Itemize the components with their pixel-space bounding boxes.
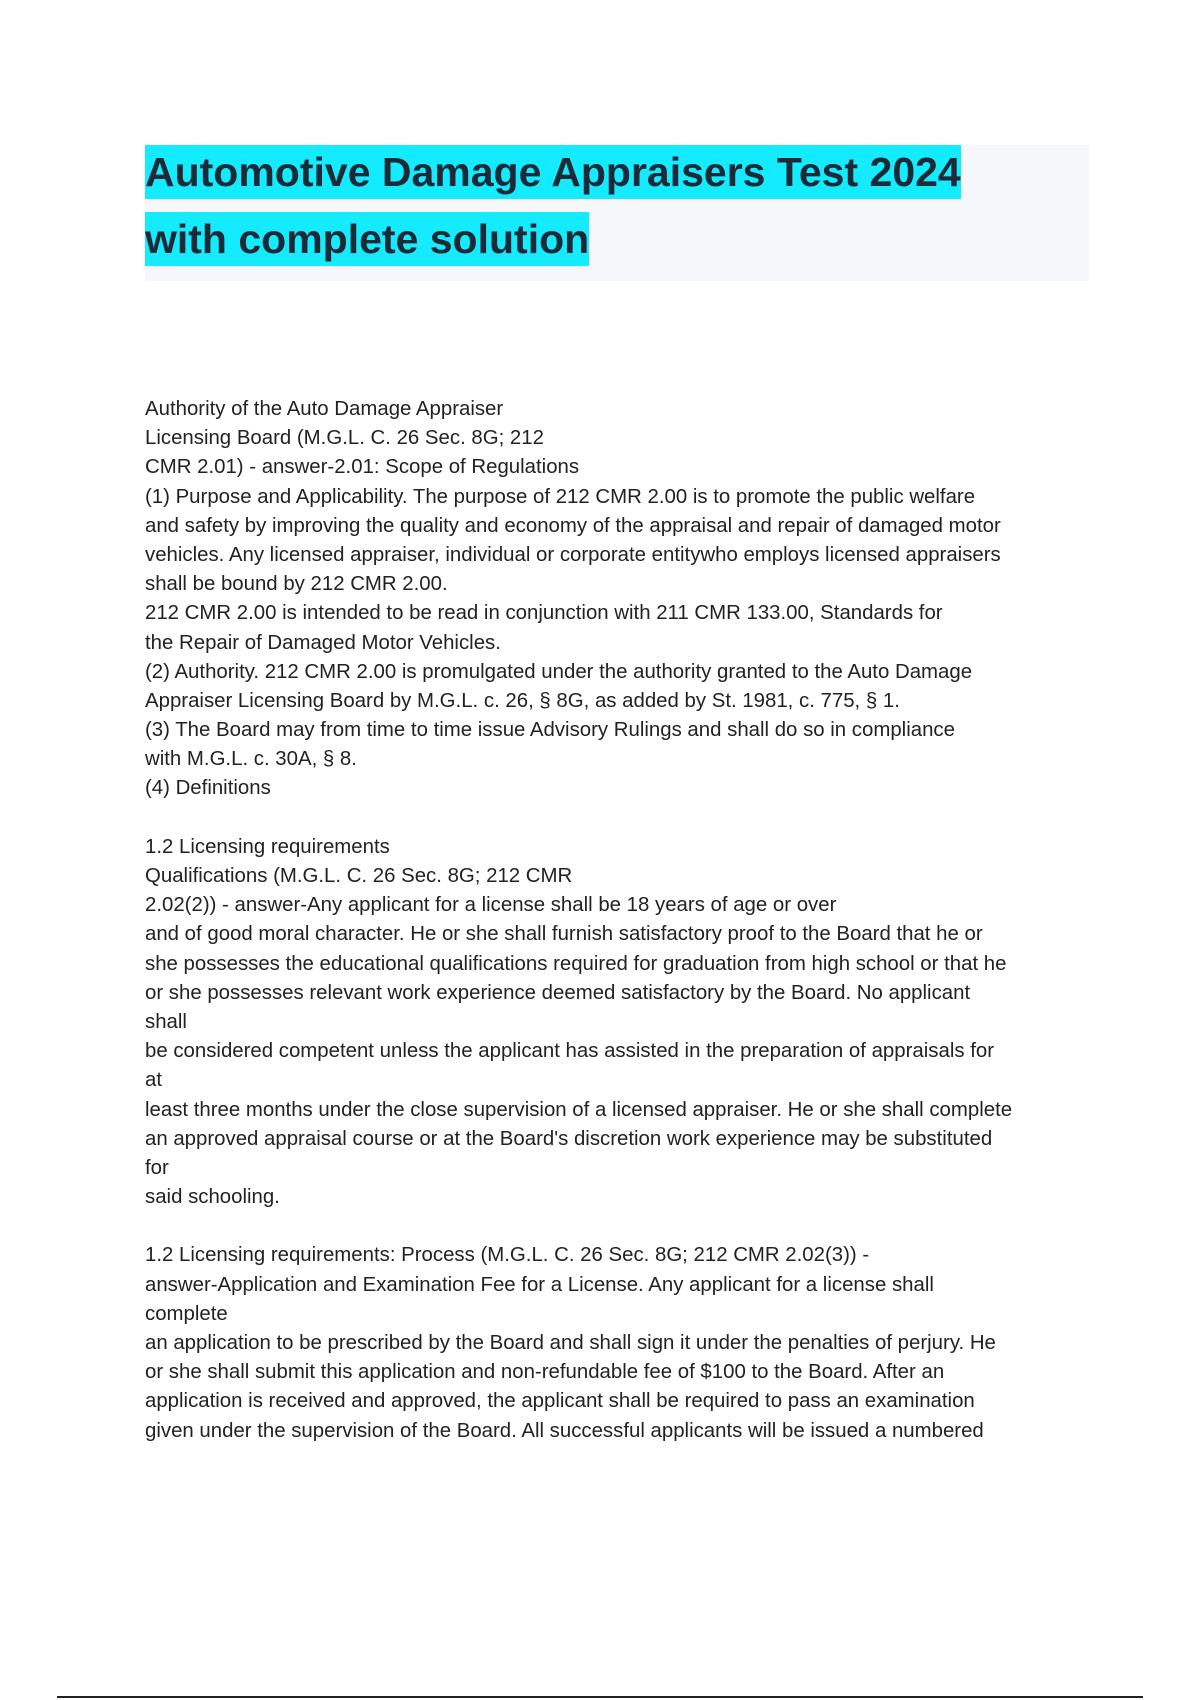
- text-line: vehicles. Any licensed appraiser, individual or corporate entitywho employs licensed appraisers: [145, 543, 1001, 566]
- text-line: 212 CMR 2.00 is intended to be read in conjunction with 211 CMR 133.00, Standards for: [145, 602, 943, 625]
- text-line: (3) The Board may from time to time issue Advisory Rulings and shall do so in compliance: [145, 719, 955, 742]
- document-body: [145, 395, 1095, 1475]
- text-line: 2.02(2)) - answer-Any applicant for a license shall be 18 years of age or over: [145, 894, 837, 917]
- section-authority: [145, 395, 1095, 804]
- text-line: and of good moral character. He or she shall furnish satisfactory proof to the Board that he or: [145, 923, 983, 946]
- text-line: the Repair of Damaged Motor Vehicles.: [145, 631, 501, 654]
- text-line: application is received and approved, the applicant shall be required to pass an examination: [145, 1390, 975, 1413]
- section-process: [145, 1241, 1095, 1445]
- text-line: Appraiser Licensing Board by M.G.L. c. 26, § 8G, as added by St. 1981, c. 775, § 1.: [145, 689, 900, 712]
- text-line: CMR 2.01) - answer-2.01: Scope of Regulations: [145, 456, 580, 479]
- text-line: 1.2 Licensing requirements: Process (M.G.L. C. 26 Sec. 8G; 212 CMR 2.02(3)) -: [145, 1244, 870, 1267]
- footer-divider: [57, 1696, 1143, 1698]
- text-line: 1.2 Licensing requirements: [145, 835, 390, 858]
- text-line: Authority of the Auto Damage Appraiser: [145, 398, 504, 420]
- text-line: given under the supervision of the Board. All successful applicants will be issued a numbered: [145, 1419, 984, 1442]
- text-line: an approved appraisal course or at the Board's discretion work experience may be substituted: [145, 1127, 993, 1150]
- title-block: [145, 145, 1089, 281]
- text-line: Licensing Board (M.G.L. C. 26 Sec. 8G; 212: [145, 427, 544, 450]
- text-line: at: [145, 1069, 163, 1092]
- text-line: answer-Application and Examination Fee for a License. Any applicant for a license shall: [145, 1273, 934, 1296]
- text-line: shall be bound by 212 CMR 2.00.: [145, 573, 448, 596]
- text-line: Qualifications (M.G.L. C. 26 Sec. 8G; 212 CMR: [145, 865, 573, 887]
- text-line: complete: [145, 1302, 228, 1325]
- text-line: said schooling.: [145, 1186, 280, 1209]
- text-line: and safety by improving the quality and economy of the appraisal and repair of damaged motor: [145, 514, 1001, 537]
- text-line: or she possesses relevant work experience deemed satisfactory by the Board. No applicant: [145, 981, 971, 1004]
- text-line: (2) Authority. 212 CMR 2.00 is promulgated under the authority granted to the Auto Damage: [145, 660, 973, 683]
- text-line: (4) Definitions: [145, 777, 271, 800]
- text-line: be considered competent unless the applicant has assisted in the preparation of appraisals for: [145, 1040, 994, 1063]
- text-line: with M.G.L. c. 30A, § 8.: [145, 748, 357, 771]
- text-line: she possesses the educational qualifications required for graduation from high school or that he: [145, 952, 1007, 975]
- text-line: least three months under the close supervision of a licensed appraiser. He or she shall complete: [145, 1098, 1013, 1121]
- document-title-line-2: with complete solution: [145, 212, 589, 266]
- section-qualifications: [145, 833, 1095, 1212]
- text-line: or she shall submit this application and non-refundable fee of $100 to the Board. After an: [145, 1361, 945, 1384]
- text-line: an application to be prescribed by the Board and shall sign it under the penalties of perjury. He: [145, 1332, 996, 1354]
- text-line: (1) Purpose and Applicability. The purpose of 212 CMR 2.00 is to promote the public welfare: [145, 485, 976, 508]
- document-title-line-1: Automotive Damage Appraisers Test 2024: [145, 145, 961, 199]
- text-line: shall: [145, 1010, 187, 1033]
- text-line: for: [145, 1156, 169, 1179]
